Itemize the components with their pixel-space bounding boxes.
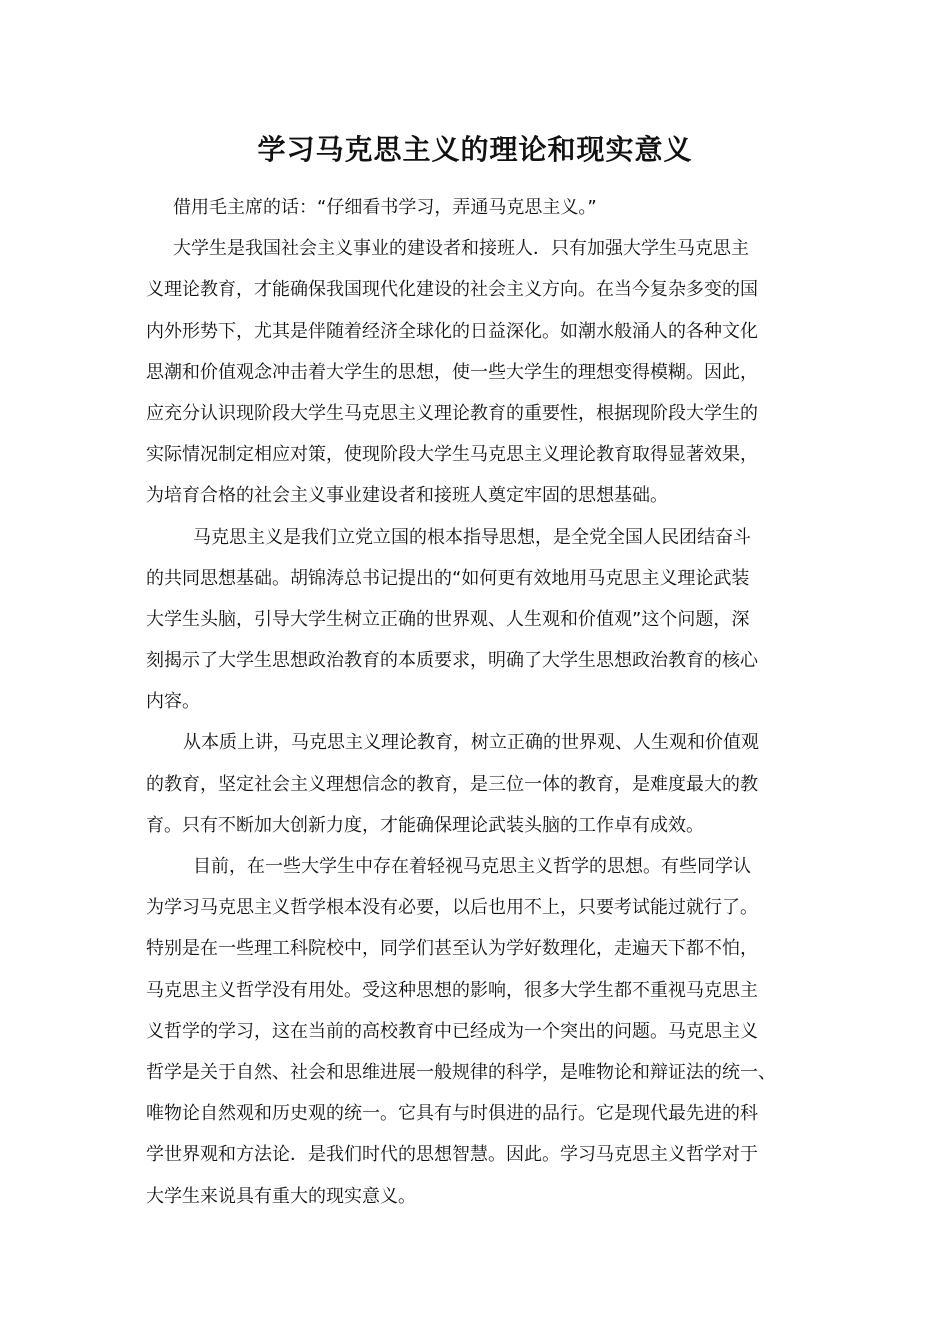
text-line: 思潮和价值观念冲击着大学生的思想，使一些大学生的理想变得模糊。因此，	[146, 361, 758, 383]
text-line: 学世界观和方法论．是我们时代的思想智慧。因此。学习马克思主义哲学对于	[146, 1144, 758, 1166]
text-line: 刻揭示了大学生思想政治教育的本质要求，明确了大学生思想政治教育的核心	[146, 650, 758, 672]
text-line: 大学生头脑，引导大学生树立正确的世界观、人生观和价值观”这个问题，深	[146, 608, 750, 630]
text-line: 目前，在一些大学生中存在着轻视马克思主义哲学的思想。有些同学认	[193, 856, 751, 877]
text-line: 内外形势下，尤其是伴随着经济全球化的日益深化。如潮水般涌人的各种文化	[146, 320, 758, 342]
text-line: 马克思主义是我们立党立国的根本指导思想，是全党全国人民团结奋斗	[193, 526, 751, 548]
text-line: 的共同思想基础。胡锦涛总书记提出的“如何更有效地用马克思主义理论武装	[146, 567, 750, 589]
text-line: 应充分认识现阶段大学生马克思主义理论教育的重要性，根据现阶段大学生的	[146, 402, 758, 424]
text-line: 义哲学的学习，这在当前的高校教育中已经成为一个突出的问题。马克思主义	[146, 1020, 758, 1042]
text-line: 借用毛主席的话：“仔细看书学习，弄通马克思主义。”	[173, 197, 597, 218]
text-line: 内容。	[146, 691, 200, 713]
document-title: 学习马克思主义的理论和现实意义	[257, 133, 693, 166]
text-line: 实际情况制定相应对策，使现阶段大学生马克思主义理论教育取得显著效果，	[146, 444, 758, 466]
text-line: 育。只有不断加大创新力度，才能确保理论武装头脑的工作卓有成效。	[146, 814, 704, 836]
document-body	[146, 187, 811, 1217]
text-line: 义理论教育，才能确保我国现代化建设的社会主义方向。在当今复杂多变的国	[146, 279, 758, 301]
text-line: 为学习马克思主义哲学根本没有必要，以后也用不上，只要考试能过就行了。	[146, 897, 758, 919]
text-line: 的教育，坚定社会主义理想信念的教育，是三位一体的教育，是难度最大的教	[146, 773, 758, 795]
text-line: 大学生来说具有重大的现实意义。	[146, 1185, 416, 1207]
text-line: 从本质上讲，马克思主义理论教育，树立正确的世界观、人生观和价值观	[183, 732, 759, 754]
text-line: 大学生是我国社会主义事业的建设者和接班人．只有加强大学生马克思主	[173, 238, 749, 260]
text-line: 哲学是关于自然、社会和思维进展一般规律的科学，是唯物论和辩证法的统一、	[146, 1061, 776, 1083]
text-line: 唯物论自然观和历史观的统一。它具有与时俱进的品行。它是现代最先进的科	[146, 1103, 758, 1125]
text-line: 马克思主义哲学没有用处。受这种思想的影响，很多大学生都不重视马克思主	[146, 979, 758, 1001]
text-line: 为培育合格的社会主义事业建设者和接班人奠定牢固的思想基础。	[146, 485, 668, 507]
text-line: 特别是在一些理工科院校中，同学们甚至认为学好数理化，走遍天下都不怕，	[146, 938, 758, 960]
